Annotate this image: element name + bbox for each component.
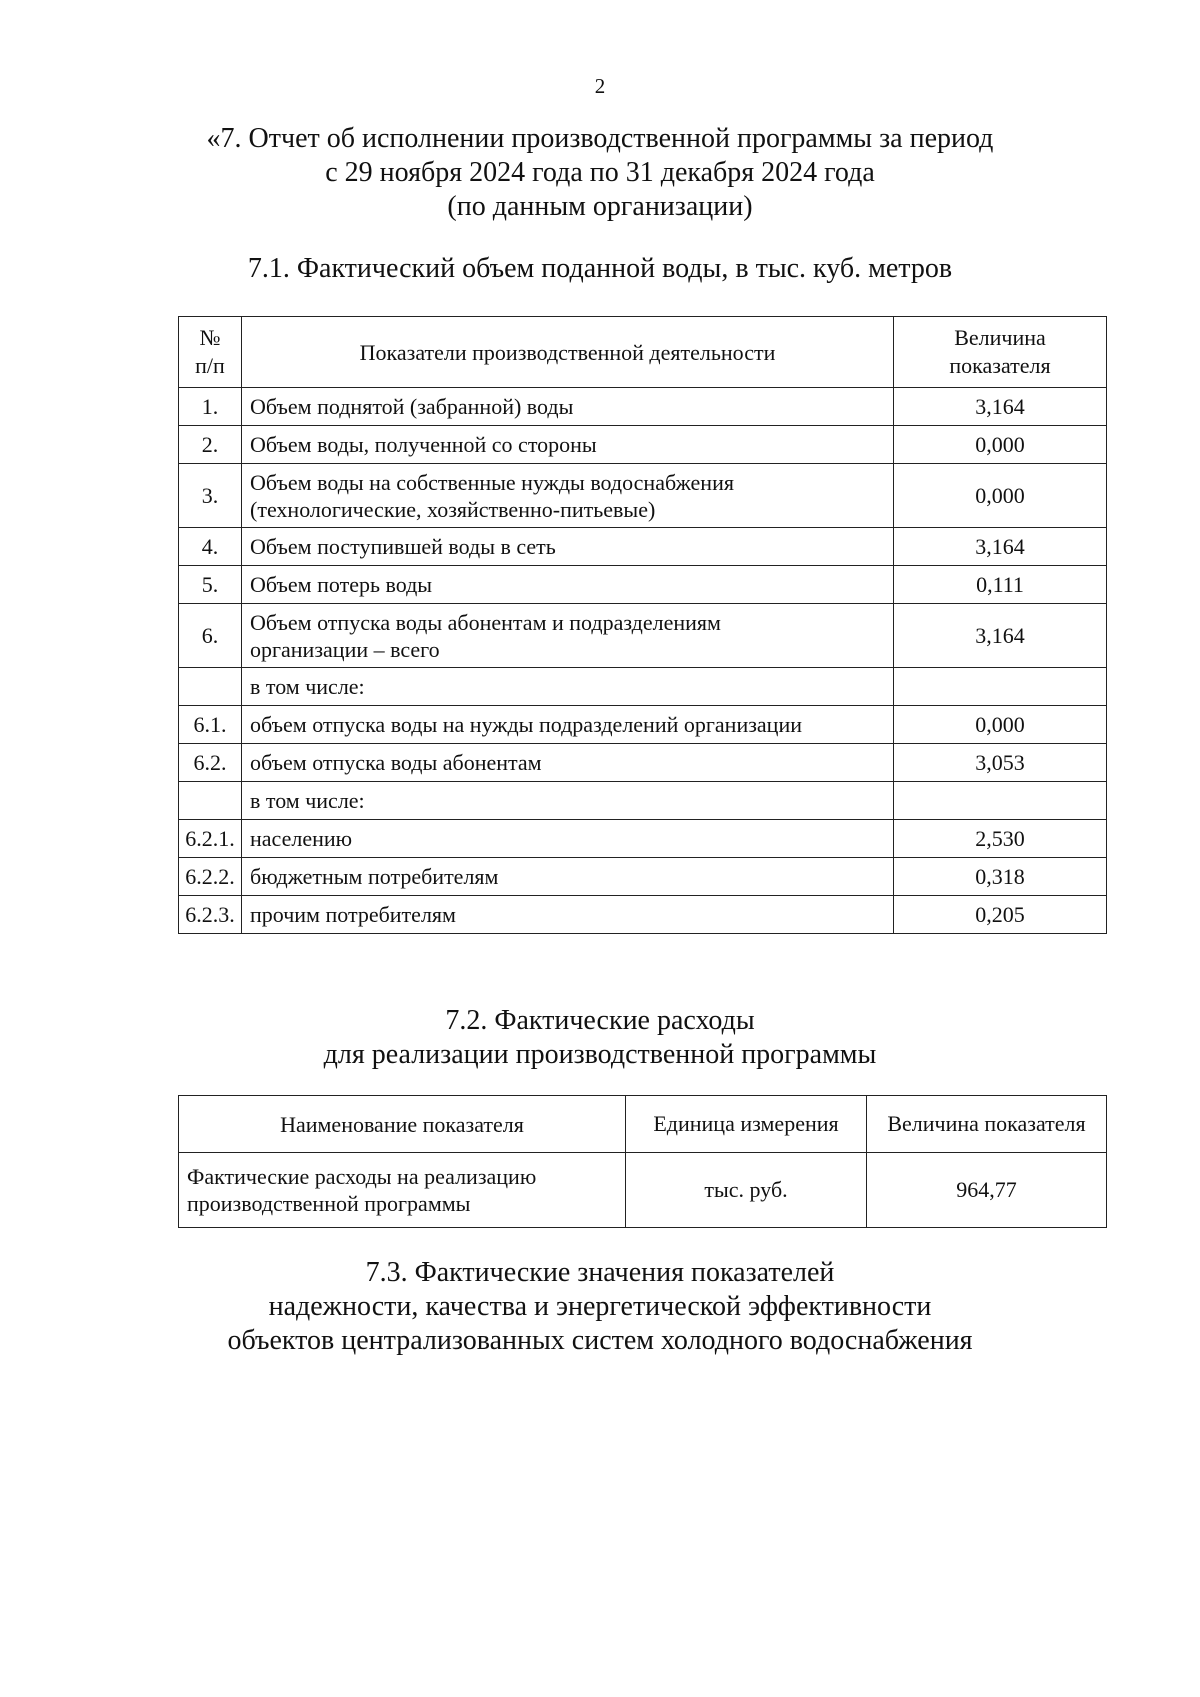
row-value: 0,000: [894, 706, 1107, 744]
row-indicator: [242, 426, 894, 464]
table-row: [179, 706, 1107, 744]
water-volume-table: [178, 316, 1107, 934]
row-value: 0,205: [894, 896, 1107, 934]
section-7-title-line: (по данным организации): [447, 191, 753, 222]
section-7-2-title-line: для реализации производственной программы: [323, 1039, 877, 1070]
row-number: 1.: [179, 388, 242, 426]
row-indicator-line: в том числе:: [250, 788, 365, 813]
expense-name: [179, 1153, 626, 1228]
row-number: 6.1.: [179, 706, 242, 744]
table-row: [179, 896, 1107, 934]
row-indicator-line: (технологические, хозяйственно-питьевые): [250, 496, 656, 522]
section-7-3-title-line: 7.3. Фактические значения показателей: [365, 1257, 835, 1288]
row-indicator: [242, 896, 894, 934]
row-indicator-line: объем отпуска воды на нужды подразделений организации: [250, 712, 802, 737]
header-unit: Единица измерения: [626, 1096, 867, 1153]
row-number: [179, 668, 242, 706]
table-header-row: [179, 1096, 1107, 1153]
row-indicator: [242, 388, 894, 426]
table-row: [179, 782, 1107, 820]
header-value: [894, 317, 1107, 388]
row-indicator: [242, 858, 894, 896]
table-header-row: [179, 317, 1107, 388]
expenses-table: [178, 1095, 1107, 1228]
header-number-line: п/п: [195, 353, 225, 378]
row-indicator-line: прочим потребителям: [250, 902, 456, 927]
row-number: 6.2.3.: [179, 896, 242, 934]
section-7-2-title: [0, 1004, 1200, 1072]
header-value-line: Величина: [954, 325, 1046, 350]
table-row: [179, 744, 1107, 782]
row-indicator: [242, 528, 894, 566]
row-value: 0,000: [894, 426, 1107, 464]
row-number: 6.2.1.: [179, 820, 242, 858]
row-indicator-line: Объем потерь воды: [250, 572, 433, 597]
row-indicator-line: Объем отпуска воды абонентам и подразделениям: [250, 609, 721, 635]
row-indicator-line: Объем воды на собственные нужды водоснабжения: [250, 469, 734, 495]
row-value: [894, 668, 1107, 706]
section-7-3-title: [0, 1256, 1200, 1358]
row-number: 3.: [179, 464, 242, 528]
header-number-line: №: [199, 325, 221, 350]
row-number: 2.: [179, 426, 242, 464]
row-indicator-line: бюджетным потребителям: [250, 864, 499, 889]
section-7-title-line: с 29 ноября 2024 года по 31 декабря 2024 года: [325, 157, 875, 188]
row-indicator: [242, 820, 894, 858]
row-number: 5.: [179, 566, 242, 604]
table-row: [179, 388, 1107, 426]
section-7-3-title-line: надежности, качества и энергетической эффективности: [268, 1291, 932, 1322]
header-name: Наименование показателя: [179, 1096, 626, 1153]
expense-name-line: производственной программы: [187, 1191, 471, 1216]
row-indicator-line: в том числе:: [250, 674, 365, 699]
expense-unit: тыс. руб.: [626, 1153, 867, 1228]
header-value: Величина показателя: [867, 1096, 1107, 1153]
row-indicator: [242, 744, 894, 782]
row-indicator: [242, 668, 894, 706]
row-indicator-line: Объем поднятой (забранной) воды: [250, 394, 574, 419]
row-value: 0,318: [894, 858, 1107, 896]
section-7-1-title: 7.1. Фактический объем поданной воды, в тыс. куб. метров: [247, 253, 953, 284]
row-value: 0,000: [894, 464, 1107, 528]
section-7-2-title-line: 7.2. Фактические расходы: [445, 1005, 755, 1036]
expense-value: 964,77: [867, 1153, 1107, 1228]
row-indicator: [242, 782, 894, 820]
header-value-line: показателя: [949, 353, 1051, 378]
row-number: 6.2.2.: [179, 858, 242, 896]
expense-name-line: Фактические расходы на реализацию: [187, 1164, 537, 1189]
row-value: 0,111: [894, 566, 1107, 604]
table-row: [179, 604, 1107, 668]
page-number: 2: [594, 74, 606, 98]
row-number: [179, 782, 242, 820]
table-row: [179, 528, 1107, 566]
row-indicator-line: Объем поступившей воды в сеть: [250, 534, 556, 559]
table-row: [179, 668, 1107, 706]
row-number: 4.: [179, 528, 242, 566]
row-value: [894, 782, 1107, 820]
table-row: [179, 1153, 1107, 1228]
row-indicator-line: населению: [250, 826, 353, 851]
row-indicator: [242, 604, 894, 668]
table-row: [179, 464, 1107, 528]
row-value: 2,530: [894, 820, 1107, 858]
row-indicator-line: объем отпуска воды абонентам: [250, 750, 542, 775]
section-7-title-line: «7. Отчет об исполнении производственной программы за период: [206, 123, 994, 154]
row-indicator: [242, 566, 894, 604]
table-row: [179, 566, 1107, 604]
section-7-title: [0, 122, 1200, 224]
table-row: [179, 426, 1107, 464]
row-value: 3,164: [894, 528, 1107, 566]
row-value: 3,164: [894, 604, 1107, 668]
row-indicator-line: организации – всего: [250, 636, 440, 662]
table-row: [179, 858, 1107, 896]
table-row: [179, 820, 1107, 858]
row-number: 6.: [179, 604, 242, 668]
section-7-3-title-line: объектов централизованных систем холодного водоснабжения: [227, 1325, 973, 1356]
row-indicator-line: Объем воды, полученной со стороны: [250, 432, 597, 457]
row-value: 3,053: [894, 744, 1107, 782]
row-indicator: [242, 464, 894, 528]
header-number: [179, 317, 242, 388]
row-value: 3,164: [894, 388, 1107, 426]
row-indicator: [242, 706, 894, 744]
header-indicator: Показатели производственной деятельности: [242, 317, 894, 388]
row-number: 6.2.: [179, 744, 242, 782]
